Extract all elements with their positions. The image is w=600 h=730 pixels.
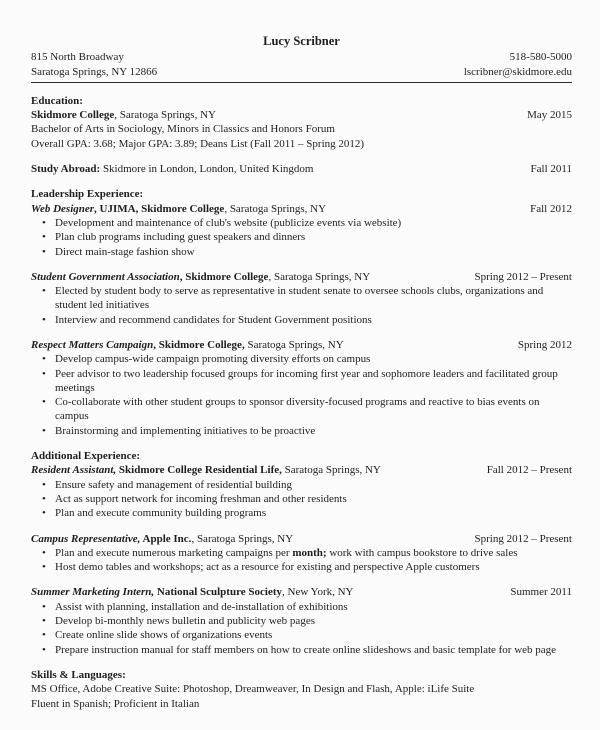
bullet-item: • Co-collaborate with other student groups to sponsor diversity-focused programs and reactive to bias events on campus (55, 395, 572, 424)
bullet-item: • Assist with planning, installation and de-installation of exhibitions (55, 600, 572, 614)
entry-title-row (31, 108, 572, 122)
entry-date: Fall 2012 – Present (486, 464, 572, 477)
bullet-item: • Peer advisor to two leadership focused groups for incoming first year and sophomore leaders and facilitated group meetings (55, 367, 572, 396)
resume-entry (31, 202, 572, 259)
bullet-item: • Direct main-stage fashion show (55, 245, 572, 259)
entry-title-row (31, 270, 572, 284)
address-line-2: Saratoga Springs, NY 12866 (31, 65, 158, 78)
email-address: lscribner@skidmore.edu (463, 65, 572, 78)
text-segment: National Sculpture Society (154, 586, 282, 599)
bullet-item: • Develop bi-monthly news bulletin and publicity web pages (55, 614, 572, 628)
text-segment: Resident Assistant, (31, 464, 117, 477)
section-leadership-experience (31, 187, 572, 438)
text-segment: , Saratoga Springs, NY (224, 202, 327, 215)
entry-line: MS Office, Adobe Creative Suite: Photoshop, Dreamweaver, In Design and Flash, Apple: iLife Suite (31, 683, 475, 696)
resume-entry (31, 532, 572, 575)
section-education (31, 94, 572, 176)
address-block (31, 50, 157, 79)
bullet-item: • Develop campus-wide campaign promoting diversity efforts on campus (55, 352, 572, 366)
text-segment: Skidmore College (31, 109, 115, 122)
entry-line: Overall GPA: 3.68; Major GPA: 3.89; Deans List (Fall 2011 – Spring 2012) (31, 137, 365, 150)
text-segment: month; (292, 546, 327, 559)
text-segment: , Skidmore College, (153, 339, 245, 351)
bullet-item: • Ensure safety and management of residential building (55, 478, 572, 492)
section-heading: Additional Experience: (31, 450, 141, 463)
contact-row (31, 50, 572, 79)
text-segment: Student Government Association (31, 270, 180, 283)
entry-title (31, 202, 326, 216)
entry-line: Fluent in Spanish; Proficient in Italian (31, 697, 200, 710)
text-segment: Apple Inc. (140, 532, 192, 545)
entry-date: Spring 2012 – Present (474, 270, 572, 283)
header-divider (31, 82, 572, 83)
text-segment: Respect Matters Campaign (31, 339, 154, 351)
entry-title-row (31, 463, 572, 477)
text-segment: , New York, NY (282, 586, 354, 599)
bullet-item: • Plan club programs including guest speakers and dinners (55, 230, 572, 244)
entry-title-row (31, 202, 572, 216)
bullet-list (31, 216, 572, 259)
text-segment: Skidmore in London, London, United Kingdom (100, 163, 314, 176)
bullet-item: • Act as support network for incoming freshman and other residents (55, 492, 572, 506)
bullet-item: • Host demo tables and workshops; act as a resource for existing and perspective Apple customers (55, 560, 572, 574)
bullet-item (55, 546, 572, 560)
entry-title-row (31, 162, 572, 176)
section-skills-languages (31, 668, 572, 711)
resume-header (31, 33, 572, 83)
resume-entry (31, 682, 572, 711)
bullet-item: • Elected by student body to serve as representative in student senate to oversee schools clubs, organizations and student led initiatives (55, 284, 572, 313)
text-segment: , Saratoga Springs, NY (268, 270, 371, 283)
entry-title (31, 338, 344, 352)
resume-entry (31, 270, 572, 327)
phone-number: 518-580-5000 (509, 51, 572, 64)
resume-body (31, 94, 572, 711)
person-name: Lucy Scribner (263, 34, 340, 48)
text-segment: , UJIMA, Skidmore College (94, 202, 225, 215)
bullet-list (31, 352, 572, 438)
entry-title (31, 270, 370, 284)
entry-date: Spring 2012 (517, 339, 572, 351)
entry-date: Summer 2011 (510, 586, 572, 599)
text-segment: Skidmore College Residential Life, (116, 464, 282, 477)
entry-title (31, 463, 381, 477)
resume-entry (31, 463, 572, 520)
contact-block (464, 50, 572, 79)
section-heading: Education: (31, 94, 83, 107)
entry-date: Fall 2011 (530, 163, 572, 176)
text-segment: , Saratoga Springs, NY (191, 532, 294, 545)
resume-entry (31, 585, 572, 656)
entry-date: Spring 2012 – Present (474, 532, 572, 545)
text-segment: Web Designer (31, 202, 95, 215)
text-segment: , Saratoga Springs, NY (114, 109, 216, 122)
section-additional-experience (31, 449, 572, 657)
bullet-item: • Create online slide shows of organizations events (55, 628, 572, 642)
entry-title-row (31, 532, 572, 546)
section-heading: Leadership Experience: (31, 188, 144, 201)
bullet-list (31, 284, 572, 327)
bullet-item: • Development and maintenance of club's website (publicize events via website) (55, 216, 572, 230)
text-segment: , Skidmore College (179, 270, 269, 283)
entry-date: Fall 2012 (530, 202, 572, 215)
resume-entry (31, 162, 572, 176)
text-segment: Plan and execute numerous marketing campaigns per (55, 546, 293, 559)
section-heading: Skills & Languages: (31, 668, 126, 681)
text-segment: work with campus bookstore to drive sales (326, 546, 518, 559)
bullet-list (31, 478, 572, 521)
resume-entry (31, 338, 572, 438)
address-line-1: 815 North Broadway (31, 51, 124, 64)
entry-date: May 2015 (527, 109, 572, 122)
entry-title (31, 162, 313, 176)
text-segment: Summer Marketing Intern, (31, 586, 155, 599)
bullet-item: • Interview and recommend candidates for Student Government positions (55, 313, 572, 327)
text-segment: Saratoga Springs, NY (281, 464, 381, 477)
entry-title (31, 108, 216, 122)
entry-title (31, 585, 354, 599)
text-segment: Campus Representative, (31, 532, 141, 545)
entry-title (31, 532, 293, 546)
entry-title-row (31, 585, 572, 599)
resume-entry (31, 108, 572, 151)
entry-title-row (31, 338, 572, 352)
bullet-list (31, 546, 572, 575)
bullet-list (31, 600, 572, 657)
bullet-item: • Plan and execute community building programs (55, 506, 572, 520)
entry-line: Bachelor of Arts in Sociology, Minors in Classics and Honors Forum (31, 123, 335, 136)
text-segment: Study Abroad: (31, 163, 101, 176)
bullet-item: • Brainstorming and implementing initiatives to be proactive (55, 424, 572, 438)
text-segment: Saratoga Springs, NY (244, 339, 344, 351)
bullet-item: • Prepare instruction manual for staff members on how to create online slideshows and basic template for web page (55, 643, 572, 657)
